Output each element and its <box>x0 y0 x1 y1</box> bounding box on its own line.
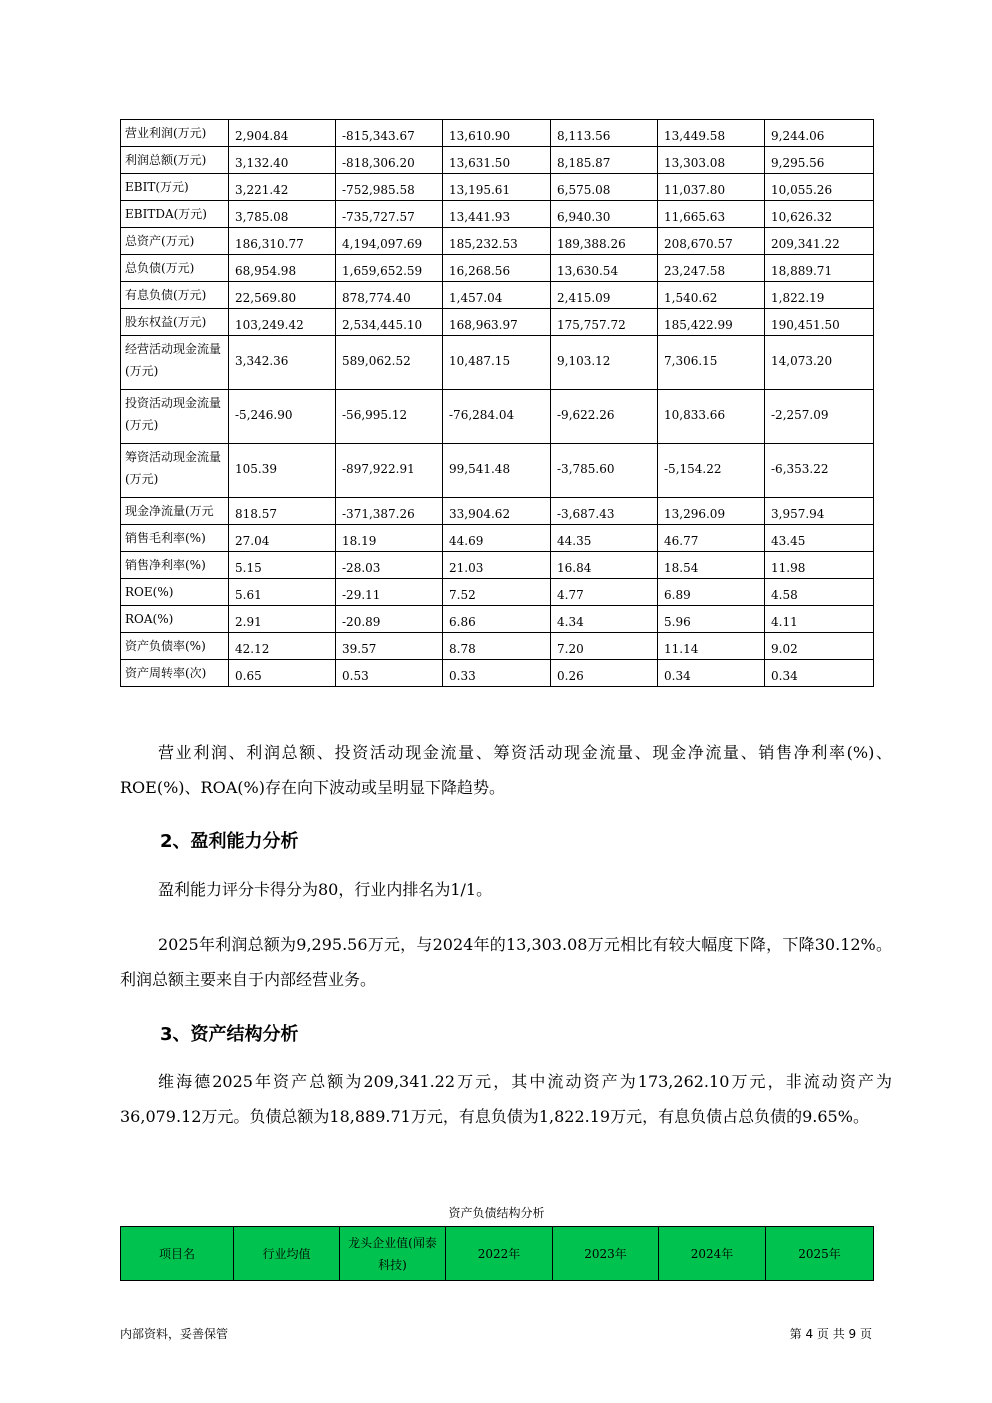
row-label: EBITDA(万元) <box>121 201 229 228</box>
table-cell: 99,541.48 <box>443 444 551 498</box>
table-cell: 0.34 <box>765 660 874 687</box>
row-label: ROA(%) <box>121 606 229 633</box>
row-label: 股东权益(万元) <box>121 309 229 336</box>
table-cell: 7.20 <box>551 633 658 660</box>
table-cell: 4.34 <box>551 606 658 633</box>
table-cell: -56,995.12 <box>336 390 443 444</box>
table-row <box>121 444 874 498</box>
row-label: 有息负债(万元) <box>121 282 229 309</box>
table-cell: 185,232.53 <box>443 228 551 255</box>
table-cell: 0.65 <box>229 660 336 687</box>
table-cell: 16,268.56 <box>443 255 551 282</box>
header-2023: 2023年 <box>553 1227 659 1281</box>
table-cell: 11,665.63 <box>658 201 765 228</box>
table-cell: 8,113.56 <box>551 120 658 147</box>
table-cell: -897,922.91 <box>336 444 443 498</box>
table-cell: -5,246.90 <box>229 390 336 444</box>
table-cell: 10,487.15 <box>443 336 551 390</box>
table-cell: 1,822.19 <box>765 282 874 309</box>
table-cell: -6,353.22 <box>765 444 874 498</box>
table-cell: 3,785.08 <box>229 201 336 228</box>
asset-liability-structure-table <box>120 1226 874 1281</box>
row-label: 资产周转率(次) <box>121 660 229 687</box>
table-cell: -371,387.26 <box>336 498 443 525</box>
table-cell: 1,457.04 <box>443 282 551 309</box>
table-row <box>121 255 874 282</box>
table-cell: 185,422.99 <box>658 309 765 336</box>
table-cell: 18.54 <box>658 552 765 579</box>
table-cell: 7.52 <box>443 579 551 606</box>
row-label: 营业利润(万元) <box>121 120 229 147</box>
table-cell: 3,221.42 <box>229 174 336 201</box>
table-cell: 6,940.30 <box>551 201 658 228</box>
table-cell: 8,185.87 <box>551 147 658 174</box>
table-row <box>121 660 874 687</box>
table-cell: -28.03 <box>336 552 443 579</box>
table-cell: 105.39 <box>229 444 336 498</box>
table-cell: 44.69 <box>443 525 551 552</box>
table-row <box>121 336 874 390</box>
financial-indicators-table <box>120 119 874 687</box>
table-cell: 175,757.72 <box>551 309 658 336</box>
table-row <box>121 201 874 228</box>
table-row <box>121 606 874 633</box>
table-cell: 103,249.42 <box>229 309 336 336</box>
table-cell: 23,247.58 <box>658 255 765 282</box>
table-cell: 189,388.26 <box>551 228 658 255</box>
table-cell: 39.57 <box>336 633 443 660</box>
table-cell: 9.02 <box>765 633 874 660</box>
table-cell: 208,670.57 <box>658 228 765 255</box>
table-cell: 2,534,445.10 <box>336 309 443 336</box>
table-cell: 9,295.56 <box>765 147 874 174</box>
table-cell: 10,055.26 <box>765 174 874 201</box>
profit-score-paragraph: 盈利能力评分卡得分为80，行业内排名为1/1。 <box>158 880 493 899</box>
table-cell: 13,449.58 <box>658 120 765 147</box>
table-cell: 13,630.54 <box>551 255 658 282</box>
table-cell: 818.57 <box>229 498 336 525</box>
table-cell: 5.15 <box>229 552 336 579</box>
table-cell: 4.11 <box>765 606 874 633</box>
table-cell: 22,569.80 <box>229 282 336 309</box>
table-cell: 5.61 <box>229 579 336 606</box>
header-industry-average: 行业均值 <box>234 1227 340 1281</box>
table-cell: 186,310.77 <box>229 228 336 255</box>
header-2025: 2025年 <box>766 1227 874 1281</box>
table-cell: 11.98 <box>765 552 874 579</box>
table-cell: 2,904.84 <box>229 120 336 147</box>
table-cell: 11,037.80 <box>658 174 765 201</box>
table-row <box>121 228 874 255</box>
table-cell: 7,306.15 <box>658 336 765 390</box>
table-cell: -3,785.60 <box>551 444 658 498</box>
table-row <box>121 579 874 606</box>
table-row <box>121 633 874 660</box>
table-cell: 3,342.36 <box>229 336 336 390</box>
row-label: 利润总额(万元) <box>121 147 229 174</box>
table-cell: 3,957.94 <box>765 498 874 525</box>
table-cell: 6.86 <box>443 606 551 633</box>
footer-confidential-note: 内部资料，妥善保管 <box>120 1327 229 1341</box>
table-cell: 0.26 <box>551 660 658 687</box>
table-cell: 0.34 <box>658 660 765 687</box>
profit-detail-paragraph: 2025年利润总额为9,295.56万元，与2024年的13,303.08万元相比有较大幅度下降，下降30.12%。利润总额主要来自于内部经营业务。 <box>120 935 892 989</box>
table-cell: 2.91 <box>229 606 336 633</box>
table-cell: 0.53 <box>336 660 443 687</box>
header-leader-value: 龙头企业值(闻泰科技) <box>340 1227 446 1281</box>
table-row <box>121 498 874 525</box>
table-cell: -752,985.58 <box>336 174 443 201</box>
table-row <box>121 147 874 174</box>
row-label: 资产负债率(%) <box>121 633 229 660</box>
row-label: 销售净利率(%) <box>121 552 229 579</box>
row-label: 筹资活动现金流量(万元) <box>121 444 229 498</box>
table-cell: 168,963.97 <box>443 309 551 336</box>
table-cell: 0.33 <box>443 660 551 687</box>
row-label: 总资产(万元) <box>121 228 229 255</box>
table-cell: 13,303.08 <box>658 147 765 174</box>
table-cell: 18,889.71 <box>765 255 874 282</box>
row-label: EBIT(万元) <box>121 174 229 201</box>
table-cell: 10,833.66 <box>658 390 765 444</box>
row-label: 销售毛利率(%) <box>121 525 229 552</box>
table-cell: 42.12 <box>229 633 336 660</box>
table-cell: 68,954.98 <box>229 255 336 282</box>
table-cell: 9,244.06 <box>765 120 874 147</box>
table-cell: 4.77 <box>551 579 658 606</box>
table-row <box>121 282 874 309</box>
structure-table-caption: 资产负债结构分析 <box>448 1206 545 1220</box>
table-cell: 5.96 <box>658 606 765 633</box>
table-cell: 10,626.32 <box>765 201 874 228</box>
footer-page-number: 第 4 页 共 9 页 <box>789 1327 872 1341</box>
table-cell: 878,774.40 <box>336 282 443 309</box>
structure-detail-paragraph: 维海德2025年资产总额为209,341.22万元，其中流动资产为173,262.10万元，非流动资产为36,079.12万元。负债总额为18,889.71万元，有息负债为1,822.19万元，有息负债占总负债的9.65%。 <box>120 1072 892 1126</box>
row-label: 现金净流量(万元 <box>121 498 229 525</box>
header-2024: 2024年 <box>659 1227 766 1281</box>
table-cell: -735,727.57 <box>336 201 443 228</box>
table-cell: 33,904.62 <box>443 498 551 525</box>
table-cell: 13,631.50 <box>443 147 551 174</box>
table-cell: 6,575.08 <box>551 174 658 201</box>
table-cell: 6.89 <box>658 579 765 606</box>
table-cell: 13,441.93 <box>443 201 551 228</box>
table-cell: 13,610.90 <box>443 120 551 147</box>
table-cell: 3,132.40 <box>229 147 336 174</box>
table-cell: 13,296.09 <box>658 498 765 525</box>
table-cell: 1,659,652.59 <box>336 255 443 282</box>
table-row <box>121 525 874 552</box>
table-cell: 16.84 <box>551 552 658 579</box>
table-cell: 43.45 <box>765 525 874 552</box>
table-cell: 44.35 <box>551 525 658 552</box>
row-label: ROE(%) <box>121 579 229 606</box>
table-cell: 209,341.22 <box>765 228 874 255</box>
table-cell: 9,103.12 <box>551 336 658 390</box>
table-cell: 21.03 <box>443 552 551 579</box>
table-cell: -20.89 <box>336 606 443 633</box>
table-cell: 46.77 <box>658 525 765 552</box>
table-cell: 27.04 <box>229 525 336 552</box>
table-cell: 8.78 <box>443 633 551 660</box>
table-row <box>121 120 874 147</box>
table-cell: 13,195.61 <box>443 174 551 201</box>
table-cell: 190,451.50 <box>765 309 874 336</box>
structure-header-row <box>121 1227 874 1281</box>
table-row <box>121 174 874 201</box>
table-row <box>121 552 874 579</box>
profit-section-heading: 2、盈利能力分析 <box>160 831 299 852</box>
table-row <box>121 309 874 336</box>
table-cell: -815,343.67 <box>336 120 443 147</box>
trend-paragraph: 营业利润、利润总额、投资活动现金流量、筹资活动现金流量、现金净流量、销售净利率(%)、ROE(%)、ROA(%)存在向下波动或呈明显下降趋势。 <box>120 743 892 797</box>
table-cell: 4.58 <box>765 579 874 606</box>
table-cell: -9,622.26 <box>551 390 658 444</box>
header-item-name: 项目名 <box>121 1227 234 1281</box>
table-cell: 1,540.62 <box>658 282 765 309</box>
table-row <box>121 390 874 444</box>
table-cell: -29.11 <box>336 579 443 606</box>
table-cell: 4,194,097.69 <box>336 228 443 255</box>
table-cell: -2,257.09 <box>765 390 874 444</box>
table-cell: -76,284.04 <box>443 390 551 444</box>
table-cell: -3,687.43 <box>551 498 658 525</box>
table-cell: 589,062.52 <box>336 336 443 390</box>
structure-section-heading: 3、资产结构分析 <box>160 1024 299 1045</box>
row-label: 经营活动现金流量(万元) <box>121 336 229 390</box>
table-cell: 18.19 <box>336 525 443 552</box>
table-cell: 2,415.09 <box>551 282 658 309</box>
row-label: 总负债(万元) <box>121 255 229 282</box>
table-cell: -5,154.22 <box>658 444 765 498</box>
row-label: 投资活动现金流量(万元) <box>121 390 229 444</box>
header-2022: 2022年 <box>446 1227 553 1281</box>
table-cell: 11.14 <box>658 633 765 660</box>
table-cell: -818,306.20 <box>336 147 443 174</box>
table-cell: 14,073.20 <box>765 336 874 390</box>
